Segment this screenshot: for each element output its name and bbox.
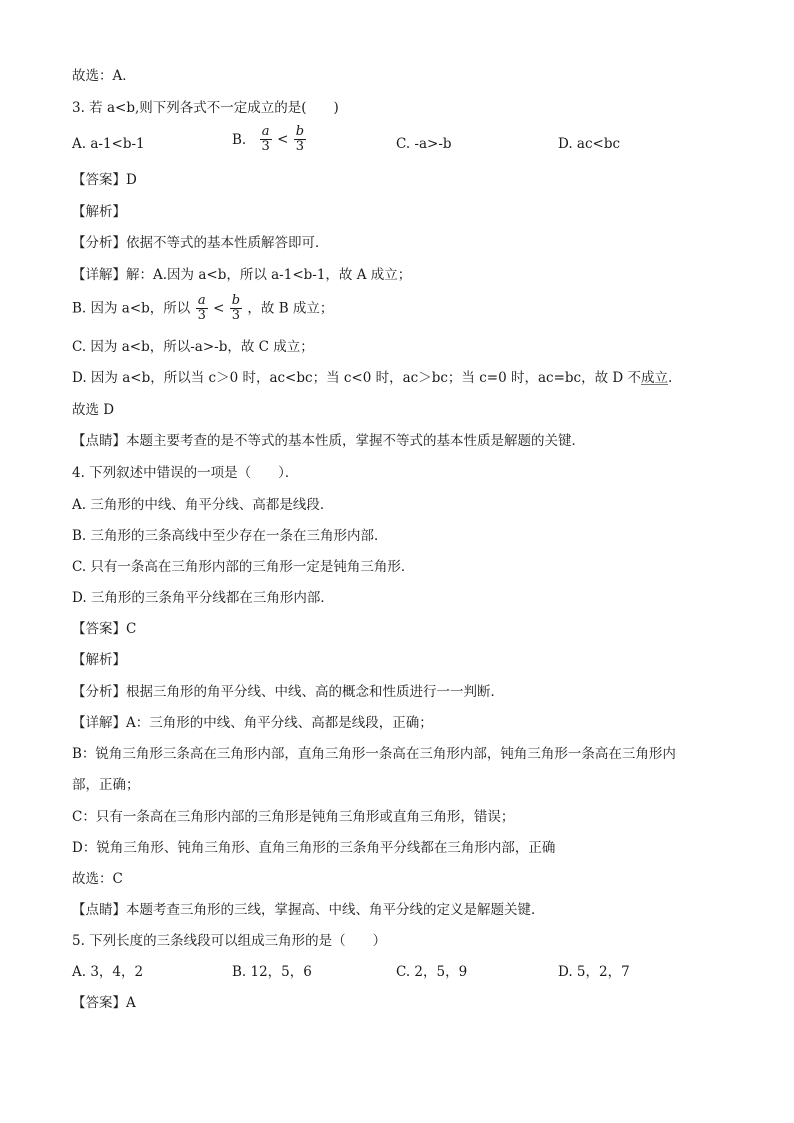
text-segment: ，故 B 成立； (247, 300, 334, 317)
text-segment: D. 因为 a<b，所以当 c＞0 时，ac<bc；当 c<0 时，ac＞bc；当 c=0 时，ac=bc，故 D 不 (72, 370, 642, 386)
analysis-line: 【分析】依据不等式的基本性质解答即可． (72, 235, 329, 251)
fraction (230, 294, 242, 323)
q4-option-c: C. 只有一条高在三角形内部的三角形一定是钝角三角形． (72, 559, 415, 575)
operator: < (277, 131, 289, 148)
denominator: 3 (261, 139, 270, 154)
detail-line: C：只有一条高在三角形内部的三角形是钝角三角形或直角三角形，错误； (72, 809, 515, 825)
numerator: b (295, 124, 305, 139)
numerator: b (231, 293, 241, 308)
numerator: a (197, 293, 206, 308)
comment-line: 【点睛】本题考查三角形的三线，掌握高、中线、角平分线的定义是解题关键． (72, 902, 545, 918)
detail-line-c: C. 因为 a<b，所以-a>-b，故 C 成立； (72, 339, 314, 355)
underlined-text: 成立 (641, 370, 669, 386)
analysis-line: 【分析】根据三角形的角平分线、中线、高的概念和性质进行一一判断． (72, 684, 504, 700)
question-5-stem: 5. 下列长度的三条线段可以组成三角形的是（ ） (72, 933, 387, 949)
q5-option-a: A. 3，4，2 (72, 964, 144, 980)
fraction (260, 125, 272, 154)
question-4-stem: 4. 下列叙述中错误的一项是（ ）． (72, 465, 299, 481)
comment-line: 【点睛】本题主要考查的是不等式的基本性质，掌握不等式的基本性质是解题的关键． (72, 433, 585, 449)
answer-choice-line: 故选 D (72, 402, 115, 418)
fraction (294, 125, 306, 154)
detail-line: 部，正确； (72, 777, 140, 793)
answer-choice-line: 故选：C (72, 871, 123, 887)
fraction (196, 294, 208, 323)
answer-line: 【答案】A (72, 995, 136, 1011)
denominator: 3 (231, 308, 241, 323)
q5-option-d: D. 5，2，7 (558, 964, 630, 980)
q4-option-d: D. 三角形的三条角平分线都在三角形内部． (72, 590, 334, 606)
denominator: 3 (295, 139, 304, 154)
detail-line: 【详解】解：A.因为 a<b，所以 a-1<b-1，故 A 成立； (72, 267, 412, 283)
q5-option-b: B. 12，5，6 (232, 964, 312, 980)
answer-line: 【答案】D (72, 172, 137, 188)
q3-option-c: C. -a>-b (396, 136, 452, 152)
q4-option-a: A. 三角形的中线、角平分线、高都是线段． (72, 497, 334, 513)
q3-option-d: D. ac<bc (558, 136, 621, 152)
detail-line-b (72, 294, 734, 323)
denominator: 3 (197, 308, 206, 323)
answer-choice-line: 故选：A． (72, 68, 136, 84)
q3-option-b (232, 125, 307, 154)
detail-line: D：锐角三角形、钝角三角形、直角三角形的三条角平分线都在三角形内部，正确 (72, 840, 556, 856)
operator: < (213, 300, 225, 317)
section-heading: 【解析】 (72, 204, 126, 220)
text-segment: . (668, 370, 673, 386)
detail-line: 【详解】A：三角形的中线、角平分线、高都是线段，正确； (72, 715, 433, 731)
q4-option-b: B. 三角形的三条高线中至少存在一条在三角形内部． (72, 528, 388, 544)
question-3-stem: 3. 若 a<b,则下列各式不一定成立的是( ) (72, 100, 339, 116)
section-heading: 【解析】 (72, 652, 126, 668)
answer-line: 【答案】C (72, 621, 137, 637)
detail-line: B：锐角三角形三条高在三角形内部，直角三角形一条高在三角形内部，钝角三角形一条高在三角形内 (72, 746, 676, 762)
q3-option-b-label: B. (232, 131, 247, 148)
numerator: a (261, 124, 270, 139)
text-segment: B. 因为 a<b，所以 (72, 300, 191, 317)
detail-line-d (72, 369, 734, 387)
q3-option-a: A. a-1<b-1 (72, 136, 145, 152)
q5-option-c: C. 2，5，9 (396, 964, 468, 980)
